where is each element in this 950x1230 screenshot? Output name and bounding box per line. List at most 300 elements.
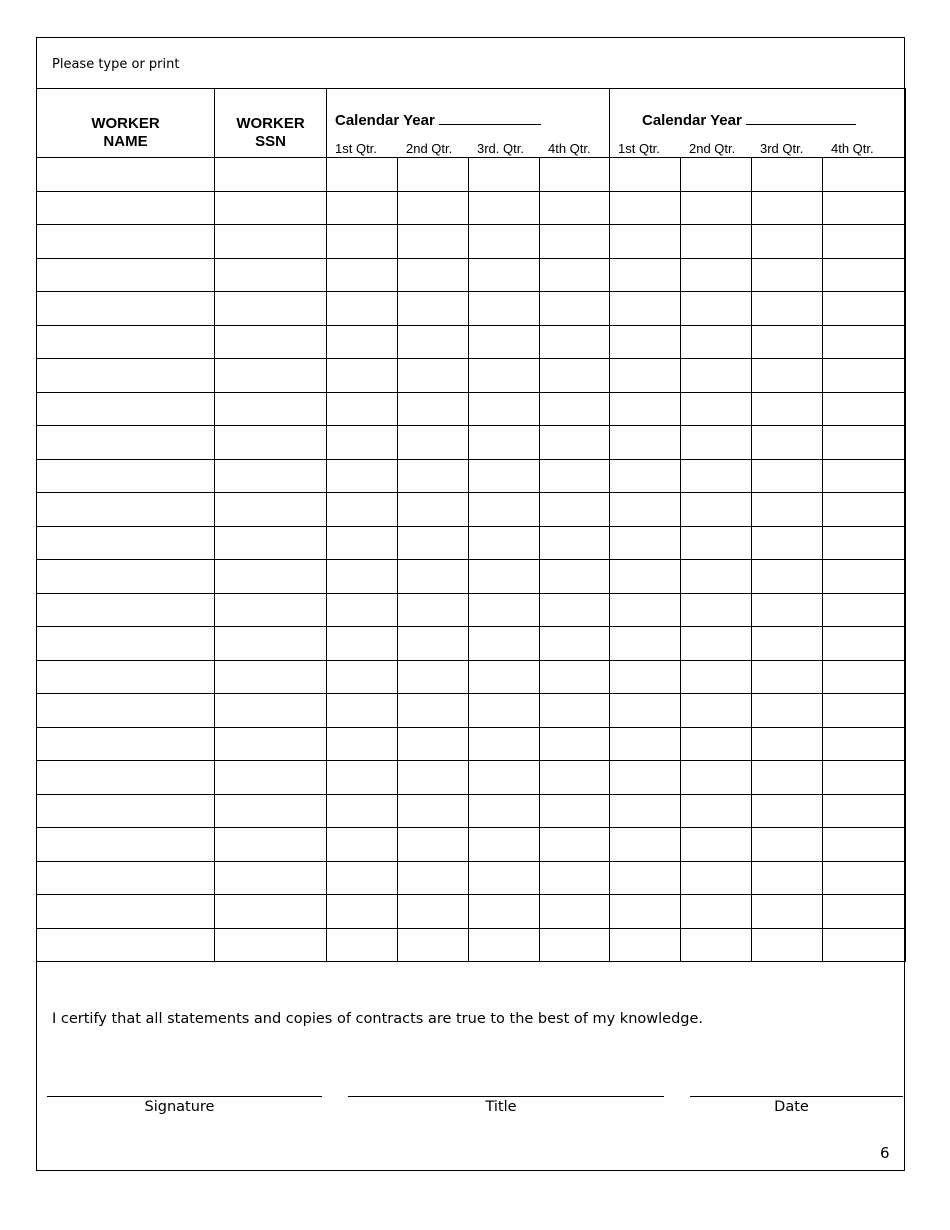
year2-q4-cell[interactable] [823,895,906,929]
year2-q1-cell[interactable] [610,928,681,962]
year1-q1-cell[interactable] [327,258,398,292]
calendar-year-2-quarters [610,141,905,158]
year2-q2-cell[interactable] [681,426,752,460]
table-row [37,191,906,225]
year1-q1-cell[interactable] [327,828,398,862]
year2-q3-cell[interactable] [752,325,823,359]
year1-q3-cell[interactable] [469,560,540,594]
header-row [37,89,906,158]
worker-ssn-cell[interactable] [215,895,327,929]
worker-name-header-line2: NAME [103,133,148,150]
table-row [37,325,906,359]
year2-q3-cell[interactable] [752,828,823,862]
year2-q1-cell[interactable] [610,694,681,728]
year1-q3-cell[interactable] [469,325,540,359]
worker-name-cell[interactable] [37,392,215,426]
table-row [37,794,906,828]
table-row [37,426,906,460]
table-row [37,861,906,895]
table-row [37,828,906,862]
year2-q1-cell[interactable] [610,660,681,694]
table-row [37,761,906,795]
signature-line[interactable] [47,1096,322,1097]
year2-q1-cell[interactable] [610,258,681,292]
year2-q4-header: 4th Qtr. [831,141,874,156]
year1-q4-cell[interactable] [540,493,610,527]
calendar-year-1-label: Calendar Year [335,112,435,129]
certification-statement: I certify that all statements and copies of contracts are true to the best of my knowledge. [52,1011,704,1027]
worker-ssn-cell[interactable] [215,694,327,728]
year1-q1-cell[interactable] [327,359,398,393]
year1-q4-cell[interactable] [540,761,610,795]
calendar-year-1-title [335,110,541,129]
year2-q3-header: 3rd Qtr. [760,141,804,156]
worker-ssn-cell[interactable] [215,359,327,393]
calendar-year-2-header [610,89,906,158]
year2-q4-cell[interactable] [823,861,906,895]
year1-q4-cell[interactable] [540,928,610,962]
worker-name-cell[interactable] [37,158,215,192]
page-number: 6 [880,1144,890,1162]
year1-q3-cell[interactable] [469,258,540,292]
year1-q3-cell[interactable] [469,861,540,895]
year1-q3-cell[interactable] [469,426,540,460]
year1-q1-cell[interactable] [327,660,398,694]
year1-q4-cell[interactable] [540,593,610,627]
table-row [37,392,906,426]
year1-q4-cell[interactable] [540,694,610,728]
year1-q3-cell[interactable] [469,895,540,929]
year1-q3-cell[interactable] [469,359,540,393]
year2-q2-cell[interactable] [681,158,752,192]
year1-q3-header: 3rd. Qtr. [477,141,524,156]
year1-q4-cell[interactable] [540,426,610,460]
worker-ssn-cell[interactable] [215,258,327,292]
worker-name-cell[interactable] [37,325,215,359]
year2-q1-cell[interactable] [610,560,681,594]
year1-q3-cell[interactable] [469,660,540,694]
year2-q1-cell[interactable] [610,593,681,627]
year1-q1-cell[interactable] [327,292,398,326]
worker-name-cell[interactable] [37,560,215,594]
year1-q4-cell[interactable] [540,627,610,661]
year2-q1-cell[interactable] [610,761,681,795]
year2-q2-cell[interactable] [681,660,752,694]
worker-ssn-cell[interactable] [215,627,327,661]
year2-q3-cell[interactable] [752,392,823,426]
year1-q2-cell[interactable] [398,928,469,962]
year2-q2-cell[interactable] [681,392,752,426]
calendar-year-2-label: Calendar Year [642,112,742,129]
year1-q4-cell[interactable] [540,526,610,560]
year2-q2-cell[interactable] [681,191,752,225]
worker-ssn-cell[interactable] [215,392,327,426]
year1-q1-cell[interactable] [327,493,398,527]
year1-q1-cell[interactable] [327,895,398,929]
year2-q2-cell[interactable] [681,225,752,259]
year1-q4-cell[interactable] [540,895,610,929]
worker-ssn-cell[interactable] [215,325,327,359]
year1-q4-header: 4th Qtr. [548,141,591,156]
year1-q2-cell[interactable] [398,627,469,661]
year2-q4-cell[interactable] [823,426,906,460]
year2-q2-cell[interactable] [681,761,752,795]
date-line[interactable] [690,1096,903,1097]
worker-name-cell[interactable] [37,426,215,460]
year2-q1-header: 1st Qtr. [618,141,660,156]
year2-q4-cell[interactable] [823,493,906,527]
year2-q1-cell[interactable] [610,426,681,460]
year2-q2-cell[interactable] [681,895,752,929]
year1-q2-cell[interactable] [398,493,469,527]
year1-q1-cell[interactable] [327,694,398,728]
year2-q1-cell[interactable] [610,794,681,828]
year2-q1-cell[interactable] [610,459,681,493]
worker-ssn-cell[interactable] [215,426,327,460]
year2-q3-cell[interactable] [752,660,823,694]
year1-q3-cell[interactable] [469,928,540,962]
year2-q4-cell[interactable] [823,660,906,694]
year1-q4-cell[interactable] [540,727,610,761]
signature-label: Signature [144,1099,215,1115]
year2-q4-cell[interactable] [823,627,906,661]
year2-q1-cell[interactable] [610,292,681,326]
year2-q4-cell[interactable] [823,761,906,795]
year1-q1-cell[interactable] [327,727,398,761]
year2-q3-cell[interactable] [752,225,823,259]
year1-q4-cell[interactable] [540,828,610,862]
year2-q3-cell[interactable] [752,727,823,761]
year2-q4-cell[interactable] [823,258,906,292]
worker-name-header [37,89,215,158]
year2-q2-header: 2nd Qtr. [689,141,736,156]
worker-wage-table [36,88,906,962]
table-row [37,928,906,962]
year2-q4-cell[interactable] [823,928,906,962]
year1-q3-cell[interactable] [469,627,540,661]
worker-name-cell[interactable] [37,928,215,962]
year1-q2-cell[interactable] [398,258,469,292]
year1-q4-cell[interactable] [540,325,610,359]
worker-ssn-cell[interactable] [215,861,327,895]
year2-q4-cell[interactable] [823,292,906,326]
year1-q4-cell[interactable] [540,861,610,895]
year2-q3-cell[interactable] [752,191,823,225]
year1-q3-cell[interactable] [469,459,540,493]
worker-name-cell[interactable] [37,191,215,225]
calendar-year-2-field[interactable] [746,110,856,125]
year2-q4-cell[interactable] [823,158,906,192]
worker-name-cell[interactable] [37,493,215,527]
worker-name-cell[interactable] [37,627,215,661]
worker-name-cell[interactable] [37,225,215,259]
table-row [37,660,906,694]
year1-q2-cell[interactable] [398,828,469,862]
year2-q4-cell[interactable] [823,392,906,426]
calendar-year-2-title [642,110,856,129]
year1-q2-cell[interactable] [398,526,469,560]
year2-q2-cell[interactable] [681,928,752,962]
year1-q2-cell[interactable] [398,727,469,761]
worker-ssn-cell[interactable] [215,493,327,527]
year1-q1-cell[interactable] [327,794,398,828]
year2-q3-cell[interactable] [752,560,823,594]
year2-q3-cell[interactable] [752,861,823,895]
year1-q3-cell[interactable] [469,694,540,728]
worker-ssn-cell[interactable] [215,761,327,795]
year2-q4-cell[interactable] [823,828,906,862]
year1-q2-cell[interactable] [398,794,469,828]
year1-q2-cell[interactable] [398,225,469,259]
year2-q3-cell[interactable] [752,895,823,929]
year2-q3-cell[interactable] [752,158,823,192]
year1-q2-cell[interactable] [398,761,469,795]
year1-q2-cell[interactable] [398,459,469,493]
year1-q2-cell[interactable] [398,392,469,426]
year2-q1-cell[interactable] [610,225,681,259]
year1-q1-cell[interactable] [327,928,398,962]
table-row [37,158,906,192]
year2-q1-cell[interactable] [610,493,681,527]
year2-q4-cell[interactable] [823,593,906,627]
year1-q4-cell[interactable] [540,258,610,292]
worker-ssn-cell[interactable] [215,593,327,627]
year1-q4-cell[interactable] [540,191,610,225]
worker-name-cell[interactable] [37,828,215,862]
worker-ssn-cell[interactable] [215,191,327,225]
calendar-year-1-header [327,89,610,158]
worker-ssn-header-line1: WORKER [236,115,305,132]
worker-ssn-cell[interactable] [215,794,327,828]
year1-q1-cell[interactable] [327,560,398,594]
year2-q4-cell[interactable] [823,359,906,393]
year2-q3-cell[interactable] [752,794,823,828]
table-row [37,895,906,929]
worker-name-cell[interactable] [37,526,215,560]
year2-q4-cell[interactable] [823,325,906,359]
table-row [37,292,906,326]
worker-name-cell[interactable] [37,292,215,326]
table-row [37,459,906,493]
year1-q1-cell[interactable] [327,526,398,560]
year2-q2-cell[interactable] [681,325,752,359]
year2-q1-cell[interactable] [610,627,681,661]
year1-q2-cell[interactable] [398,325,469,359]
worker-name-header-line1: WORKER [91,115,160,132]
year1-q1-cell[interactable] [327,861,398,895]
table-row [37,258,906,292]
year1-q1-cell[interactable] [327,426,398,460]
year1-q1-cell[interactable] [327,158,398,192]
year2-q2-cell[interactable] [681,292,752,326]
year2-q3-cell[interactable] [752,627,823,661]
year2-q1-cell[interactable] [610,828,681,862]
year1-q3-cell[interactable] [469,593,540,627]
year1-q2-cell[interactable] [398,359,469,393]
year1-q4-cell[interactable] [540,158,610,192]
year1-q1-cell[interactable] [327,325,398,359]
worker-ssn-cell[interactable] [215,560,327,594]
worker-ssn-cell[interactable] [215,928,327,962]
year2-q1-cell[interactable] [610,861,681,895]
worker-ssn-cell[interactable] [215,292,327,326]
worker-name-cell[interactable] [37,258,215,292]
year1-q4-cell[interactable] [540,560,610,594]
worker-name-cell[interactable] [37,660,215,694]
year2-q4-cell[interactable] [823,225,906,259]
year2-q3-cell[interactable] [752,694,823,728]
year1-q3-cell[interactable] [469,392,540,426]
worker-ssn-cell[interactable] [215,225,327,259]
year2-q4-cell[interactable] [823,727,906,761]
table-row [37,359,906,393]
worker-ssn-cell[interactable] [215,526,327,560]
worker-ssn-header [215,89,327,158]
date-label: Date [774,1099,809,1115]
table-row [37,560,906,594]
year1-q1-cell[interactable] [327,191,398,225]
worker-name-cell[interactable] [37,895,215,929]
year2-q2-cell[interactable] [681,359,752,393]
year2-q4-cell[interactable] [823,191,906,225]
year2-q2-cell[interactable] [681,794,752,828]
year2-q2-cell[interactable] [681,560,752,594]
year1-q2-cell[interactable] [398,593,469,627]
year1-q1-cell[interactable] [327,593,398,627]
year2-q2-cell[interactable] [681,861,752,895]
year2-q1-cell[interactable] [610,359,681,393]
year2-q1-cell[interactable] [610,895,681,929]
year2-q1-cell[interactable] [610,392,681,426]
year1-q3-cell[interactable] [469,526,540,560]
instruction-text: Please type or print [52,57,180,72]
year2-q3-cell[interactable] [752,258,823,292]
year2-q2-cell[interactable] [681,493,752,527]
year1-q1-header: 1st Qtr. [335,141,377,156]
table-row [37,694,906,728]
title-label: Title [485,1099,517,1115]
year2-q2-cell[interactable] [681,627,752,661]
title-line[interactable] [348,1096,664,1097]
year2-q3-cell[interactable] [752,359,823,393]
year1-q1-cell[interactable] [327,459,398,493]
year1-q2-cell[interactable] [398,191,469,225]
year1-q1-cell[interactable] [327,627,398,661]
year2-q3-cell[interactable] [752,426,823,460]
year2-q4-cell[interactable] [823,694,906,728]
year2-q3-cell[interactable] [752,526,823,560]
year1-q4-cell[interactable] [540,392,610,426]
year1-q3-cell[interactable] [469,191,540,225]
year1-q2-cell[interactable] [398,560,469,594]
year1-q1-cell[interactable] [327,761,398,795]
worker-ssn-cell[interactable] [215,660,327,694]
year2-q2-cell[interactable] [681,459,752,493]
year1-q2-cell[interactable] [398,895,469,929]
year2-q4-cell[interactable] [823,459,906,493]
year1-q2-cell[interactable] [398,426,469,460]
table-row [37,593,906,627]
year2-q2-cell[interactable] [681,526,752,560]
year1-q2-cell[interactable] [398,660,469,694]
table-row [37,627,906,661]
calendar-year-1-quarters [327,141,609,158]
year1-q1-cell[interactable] [327,225,398,259]
worker-name-cell[interactable] [37,861,215,895]
worker-name-cell[interactable] [37,459,215,493]
worker-ssn-cell[interactable] [215,459,327,493]
table-body [37,158,906,962]
year1-q3-cell[interactable] [469,761,540,795]
year1-q4-cell[interactable] [540,359,610,393]
year2-q3-cell[interactable] [752,459,823,493]
year1-q3-cell[interactable] [469,794,540,828]
year1-q1-cell[interactable] [327,392,398,426]
year2-q2-cell[interactable] [681,694,752,728]
year2-q3-cell[interactable] [752,493,823,527]
calendar-year-1-field[interactable] [439,110,541,125]
year1-q3-cell[interactable] [469,225,540,259]
year2-q1-cell[interactable] [610,727,681,761]
year2-q3-cell[interactable] [752,593,823,627]
year2-q4-cell[interactable] [823,560,906,594]
year2-q2-cell[interactable] [681,727,752,761]
worker-name-cell[interactable] [37,727,215,761]
worker-ssn-header-line2: SSN [255,133,286,150]
worker-ssn-cell[interactable] [215,158,327,192]
worker-name-cell[interactable] [37,761,215,795]
table-row [37,493,906,527]
year1-q4-cell[interactable] [540,459,610,493]
year2-q1-cell[interactable] [610,191,681,225]
year1-q2-cell[interactable] [398,861,469,895]
year1-q3-cell[interactable] [469,828,540,862]
worker-ssn-cell[interactable] [215,828,327,862]
year2-q3-cell[interactable] [752,761,823,795]
year1-q4-cell[interactable] [540,225,610,259]
year2-q2-cell[interactable] [681,258,752,292]
worker-ssn-cell[interactable] [215,727,327,761]
year1-q2-cell[interactable] [398,694,469,728]
table-row [37,225,906,259]
year1-q2-header: 2nd Qtr. [406,141,453,156]
year1-q4-cell[interactable] [540,292,610,326]
year1-q4-cell[interactable] [540,794,610,828]
year1-q3-cell[interactable] [469,158,540,192]
year1-q2-cell[interactable] [398,158,469,192]
year2-q2-cell[interactable] [681,828,752,862]
year2-q4-cell[interactable] [823,526,906,560]
worker-name-cell[interactable] [37,359,215,393]
year2-q3-cell[interactable] [752,928,823,962]
table-row [37,727,906,761]
year2-q3-cell[interactable] [752,292,823,326]
year2-q4-cell[interactable] [823,794,906,828]
year1-q2-cell[interactable] [398,292,469,326]
year1-q3-cell[interactable] [469,727,540,761]
table-row [37,526,906,560]
year2-q1-cell[interactable] [610,526,681,560]
year1-q3-cell[interactable] [469,493,540,527]
year2-q2-cell[interactable] [681,593,752,627]
year1-q4-cell[interactable] [540,660,610,694]
worker-name-cell[interactable] [37,593,215,627]
year2-q1-cell[interactable] [610,325,681,359]
worker-name-cell[interactable] [37,694,215,728]
year1-q3-cell[interactable] [469,292,540,326]
worker-name-cell[interactable] [37,794,215,828]
year2-q1-cell[interactable] [610,158,681,192]
